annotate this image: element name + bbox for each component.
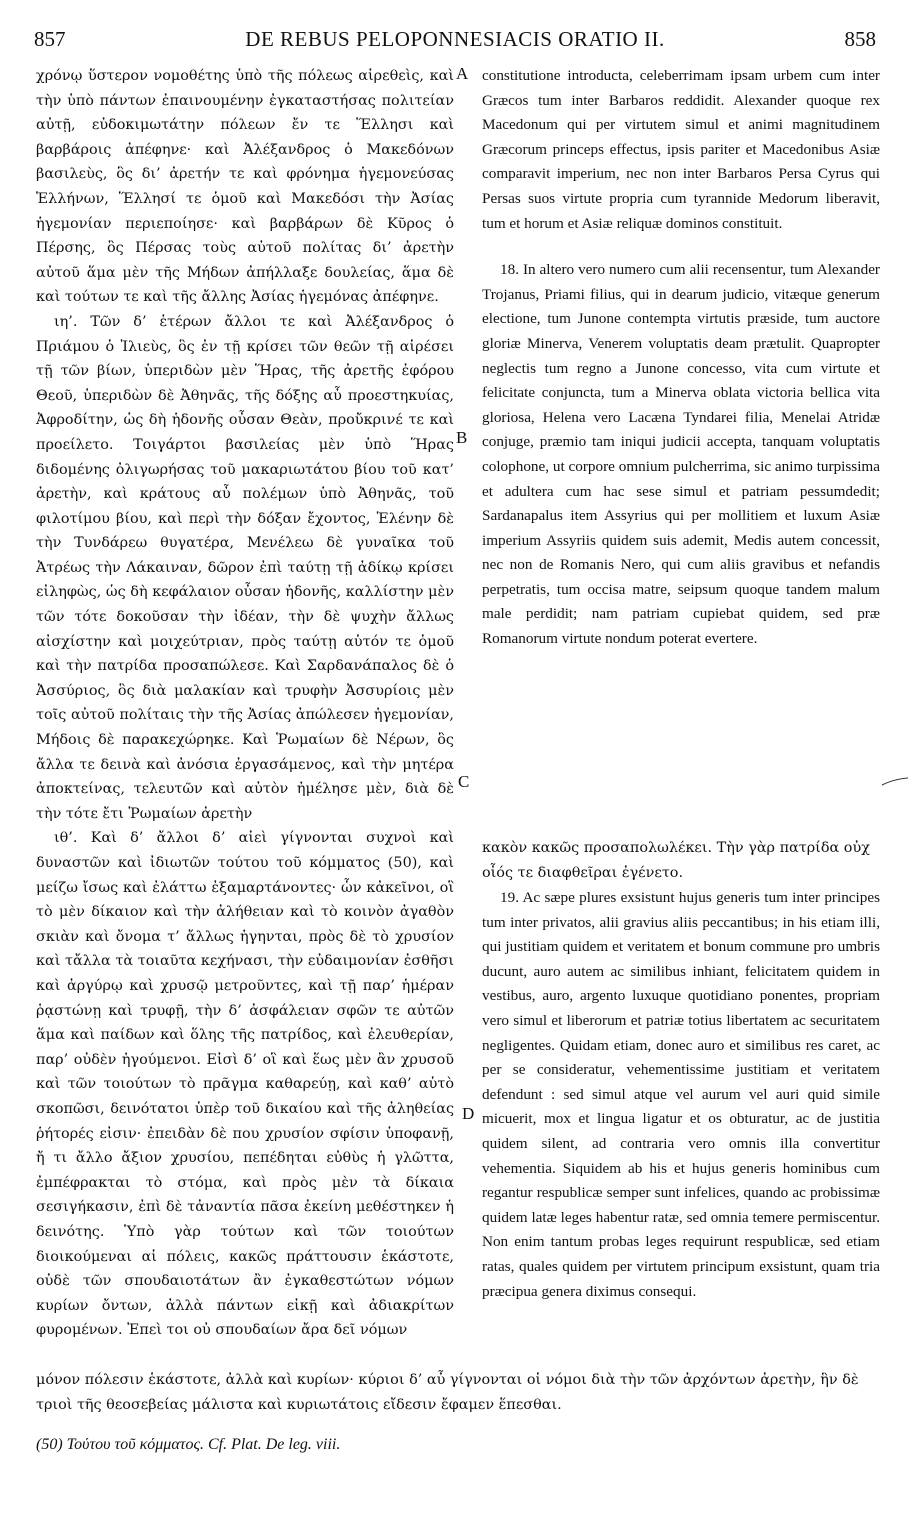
- latin-paragraph-18: 18. In altero vero numero cum alii recensentur, tum Alexander Trojanus, Priami filius, qui in dearum judicio, vitæque generum electione, tum Junone contempta virtutis præside, tum auctore gloriæ Minerva, Venerem voluptatis deam prætulit. Quapropter neglectis tum regno a Junone concesso, vita cum virtute et felicitate conjuncta, tum a Minerva oblata victoria bellica vita gloriosa, Helena vero Lacæna Tyndarei filia, Menelai Atridæ conjuge, præmio tam iniqui judicii accepta, tanquam voluptatis colophone, ut corpore omnium pulcherrima, sic animo turpissima et adultera cum hac sese simul et patriam pessumdedit; Sardanapalus item Assyrius qui per mollitiem et luxum Asiæ imperium Assyriis quidem suis ademit, Medis autem concessit, nec non de Romanis Nero, qui cum aliis gravibus et nefandis perpetratis, tum occisa matre, seipsum quoque tandem malum male perdidit; nam patriam cupiebat quidem, sed præ Romanorum virtute nondum poterat evertere.: [482, 261, 880, 648]
- greek-paragraph-18: ιη’. Τῶν δ’ ἑτέρων ἄλλοι τε καὶ Ἀλέξανδρος ὁ Πριάμου ὁ Ἰλιεὺς, ὃς ἐν τῇ κρίσει τῶν θεῶν τῇ αἱρέσει τῇ τῶν βίων, ὑπεριδὼν μὲν Ἥρας, τῆς ἀρετῆς ἐφόρου Θεοῦ, ὑπεριδὼν δὲ Ἀθηνᾶς, τῆς δόξης αὖ προεστηκυίας, Ἀφροδίτην, ὡς δὴ ἡδονῆς οὖσαν Θεὰν, προὔκρινέ τε καὶ προείλετο. Τοιγάρτοι βασιλείας μὲν ὑπὸ Ἥρας διδομένης ὀλιγωρήσας τοῦ μακαριωτάτου βίου τοῦ κατ’ ἀρετὴν, καὶ κράτους αὖ πολέμων ὑπὸ Ἀθηνᾶς, τοῦ φιλοτίμου βίου, καὶ περὶ τὴν δόξαν ἔχοντος, Ἑλένην δὲ τὴν Τυνδάρεω θυγατέρα, Μενέλεω δὲ γυναῖκα τοῦ Ἀτρέως τὴν Λάκαιναν, δῶρον ἐπὶ ταύτῃ τῇ ἀδίκῳ κρίσει εἰληφὼς, ὡς δὴ κεφάλαιον οὖσαν ἡδονῆς, καλλίστην μὲν τῶν τότε δοκοῦσαν τὴν ἰδέαν, τὴν δὲ ψυχὴν ἄλλως αἰσχίστην καὶ μοιχεύτριαν, πρὸς ταύτῃ αὑτόν τε ὁμοῦ καὶ τὴν πατρίδα προσαπώλεσε. Καὶ Σαρδανάπαλος δὲ ὁ Ἀσσύριος, ὃς διὰ μαλακίαν καὶ τρυφὴν Ἀσσυρίοις μὲν τοῖς αὐτοῦ πολίταις τὴν τῆς Ἀσίας ἀπώλεσεν ἡγεμονίαν, Μήδοις δὲ παρακεχώρηκε. Καὶ Ῥωμαίων δὲ Νέρων, ὃς ἄλλα τε δεινὰ καὶ ἀνόσια ἐργασάμενος, καὶ τὴν μητέρα ἀποκτείνας, τελευτῶν καὶ αὐτὸν ἠμέλησε μὲν, διὰ δὲ τὴν τότε ἔτι Ῥωμαίων ἀρετὴν: [36, 313, 454, 822]
- greek-paragraph-19: ιθ’. Καὶ δ’ ἄλλοι δ’ αἰεὶ γίγνονται συχνοὶ καὶ δυναστῶν καὶ ἰδιωτῶν τούτου τοῦ κόμματος (50), καὶ μείζω ἴσως καὶ ἐλάττω ἐξαμαρτάνοντες· ὧν κἀκεῖνοι, οἳ τὸ μὲν δίκαιον καὶ τὴν ἀλήθειαν καὶ τὸ κοινὸν ἀγαθὸν σκιὰν καὶ ὄνομα τ’ ἄλλως ἡγηνται, πρὸς δὲ τὸ χρυσίον καὶ τἄλλα τὰ τοιαῦτα κεχήνασι, τὴν εὐδαιμονίαν ἐσθῆσι καὶ ἀργύρῳ καὶ χρυσῷ μετροῦντες, καὶ τῇ παρ’ ἡμέραν ῥᾳστώνῃ καὶ τρυφῇ, τὴν δ’ ἀσφάλειαν σφῶν τε αὐτῶν ἅμα καὶ παίδων καὶ ὅλης τῆς πατρίδος, καὶ ἐλευθερίαν, παρ’ οὐδὲν ἡγούμενοι. Εἰσὶ δ’ οἳ καὶ ἕως μὲν ἂν χρυσοῦ καὶ τῶν τοιούτων τὸ πρᾶγμα καθαρεύῃ, καὶ καθ’ αὑτὸ σκοπῶσι, δεινότατοι ὑπὲρ τοῦ δικαίου καὶ τῆς ἀληθείας ῥήτορές εἰσιν· ἐπειδὰν δὲ που χρυσίον σφίσιν ὑποφανῇ, ἤ τι ἄλλο ἄξιον χρυσίου, πεπέδηται εὐθὺς ἡ γλῶττα, ἐμπέφρακται τὸ στόμα, καὶ πρὸς μὲν τὰ δίκαια σεσιγήκασιν, ἐπὶ δὲ τἀναντία πᾶσα ἐκείνη μεθέστηκεν ἡ δεινότης. Ὑπὸ γὰρ τούτων καὶ τῶν τοιούτων διοικούμεναι αἱ πόλεις, κακῶς πράττουσιν ἑκάστοτε, οὐδὲ τῶν σπουδαιοτάτων ἂν ἐγκαθεστώτων νόμων κυρίων ὄντων, ἀλλὰ πάντων εἰκῇ καὶ ἀδιακρίτων φυρομένων. Ἐπεὶ τοι οὐ σπουδαίων ἄρα δεῖ νόμων: [36, 830, 454, 1339]
- latin-paragraph-19: 19. Ac sæpe plures exsistunt hujus generis tum inter principes tum inter privatos, alii gravius aliis peccantibus; in his etiam illi, qui justitiam quidem et veritatem et bonum commune pro umbris ducunt, auro autem ac similibus inhiant, felicitatem quidem in vestibus, auro, argento luxuque quotidiano ponentes, propriam vero simul et liberorum et patriæ totius libertatem ac securitatem negligentes. Quidam etiam, donec auro et similibus res caret, ac per se consideratur, vehementissime justitiam et veritatem defendunt : sed simul atque vel aurum vel auri quid simile micuerit, mox et lingua ligatur et os obturatur, ac de justitia quidem silent, ad contraria vero omnis illa convertitur vehementia. Siquidem ab his et hujus generis hominibus cum regantur respublicæ semper sunt infelices, quando ac probissimæ quidem latæ leges habentur ratæ, sed omnia temere permiscentur. Non enim tantum probas leges requirunt respublicæ, sed etiam ratas, quales quidem per virtutem principum exsistunt, quam tria præcipua genera diximus consequi.: [482, 889, 880, 1300]
- latin-paragraph-1: constitutione introducta, celeberrimam ipsam urbem cum inter Græcos tum inter Barbaros reddidit. Alexander quoque rex Macedonum qui per virtutem simul et animi magnitudinem Græcorum princeps effectus, ipsis pariter et Macedonibus Asiæ comparavit imperium, nec non inter Barbaros Persa Cyrus qui Persas suos virtute propria cum tyrannide Medorum liberavit, tum et horum et Asiæ reliquæ dominos constituit.: [482, 67, 880, 232]
- margin-marker-a: A: [456, 64, 469, 83]
- latin-column-lower: [482, 886, 880, 1304]
- latin-column-greek-tail: [482, 836, 880, 885]
- bottom-greek-line: μόνον πόλεσιν ἑκάστοτε, ἀλλὰ καὶ κυρίων· κύριοι δ’ αὖ γίγνονται οἱ νόμοι διὰ τὴν τῶν ἀρχόντων ἀρετὴν, ἣν δὲ τριοὶ τῆς θεοσεβείας μάλιστα καὶ κυριωτάτοις εἴδεσιν ἔφαμεν ἕπεσθαι.: [36, 1372, 859, 1413]
- margin-marker-d: D: [462, 1104, 475, 1123]
- greek-column: [36, 64, 454, 1343]
- greek-paragraph-1: χρόνῳ ὕστερον νομοθέτης ὑπὸ τῆς πόλεως αἱρεθεὶς, καὶ τὴν ὑπὸ πάντων ἐπαινουμένην ἐγκαταστήσας πολιτείαν αὐτῇ, εὐδοκιμωτάτην πόλεων ἔν τε Ἕλλησι καὶ βαρβάροις ἀπέφηνε· καὶ Ἀλέξανδρος ὁ Μακεδόνων βασιλεὺς, ὃς δι’ ἀρετήν τε καὶ φρόνημα ἡγεμονεύσας Ἑλλήνων, Ἕλλησί τε ὁμοῦ καὶ Μακεδόσι τὴν Ἀσίας ἡγεμονίαν περιεποίησε· καὶ βαρβάρων δὲ Κῦρος ὁ Πέρσης, ὃς Πέρσας τοὺς αὐτοῦ πολίτας δι’ ἀρετὴν αὐτοῦ ἅμα μὲν τῆς Μήδων ἀπήλλαξε δουλείας, ἅμα δὲ καὶ τούτων τε καὶ τῆς ἄλλης Ἀσίας ἡγεμόνας ἀπέφηνε.: [36, 68, 454, 306]
- page-number-right: 858: [844, 27, 876, 51]
- footnote: (50) Τούτου τοῦ κόμματος. Cf. Plat. De leg. viii.: [36, 1436, 341, 1453]
- running-title: DE REBUS PELOPONNESIACIS ORATIO II.: [245, 27, 665, 51]
- running-header: [34, 27, 876, 57]
- margin-marker-b: B: [456, 428, 468, 447]
- pen-mark: [880, 777, 910, 787]
- page-number-left: 857: [34, 27, 66, 51]
- full-width-greek: [36, 1368, 886, 1417]
- latin-column: [482, 64, 880, 652]
- greek-tail-line: κακὸν κακῶς προσαπολωλέκει. Τὴν γὰρ πατρίδα οὐχ οἷός τε διαφθεῖραι ἐγένετο.: [482, 840, 870, 881]
- margin-marker-c: C: [458, 772, 470, 791]
